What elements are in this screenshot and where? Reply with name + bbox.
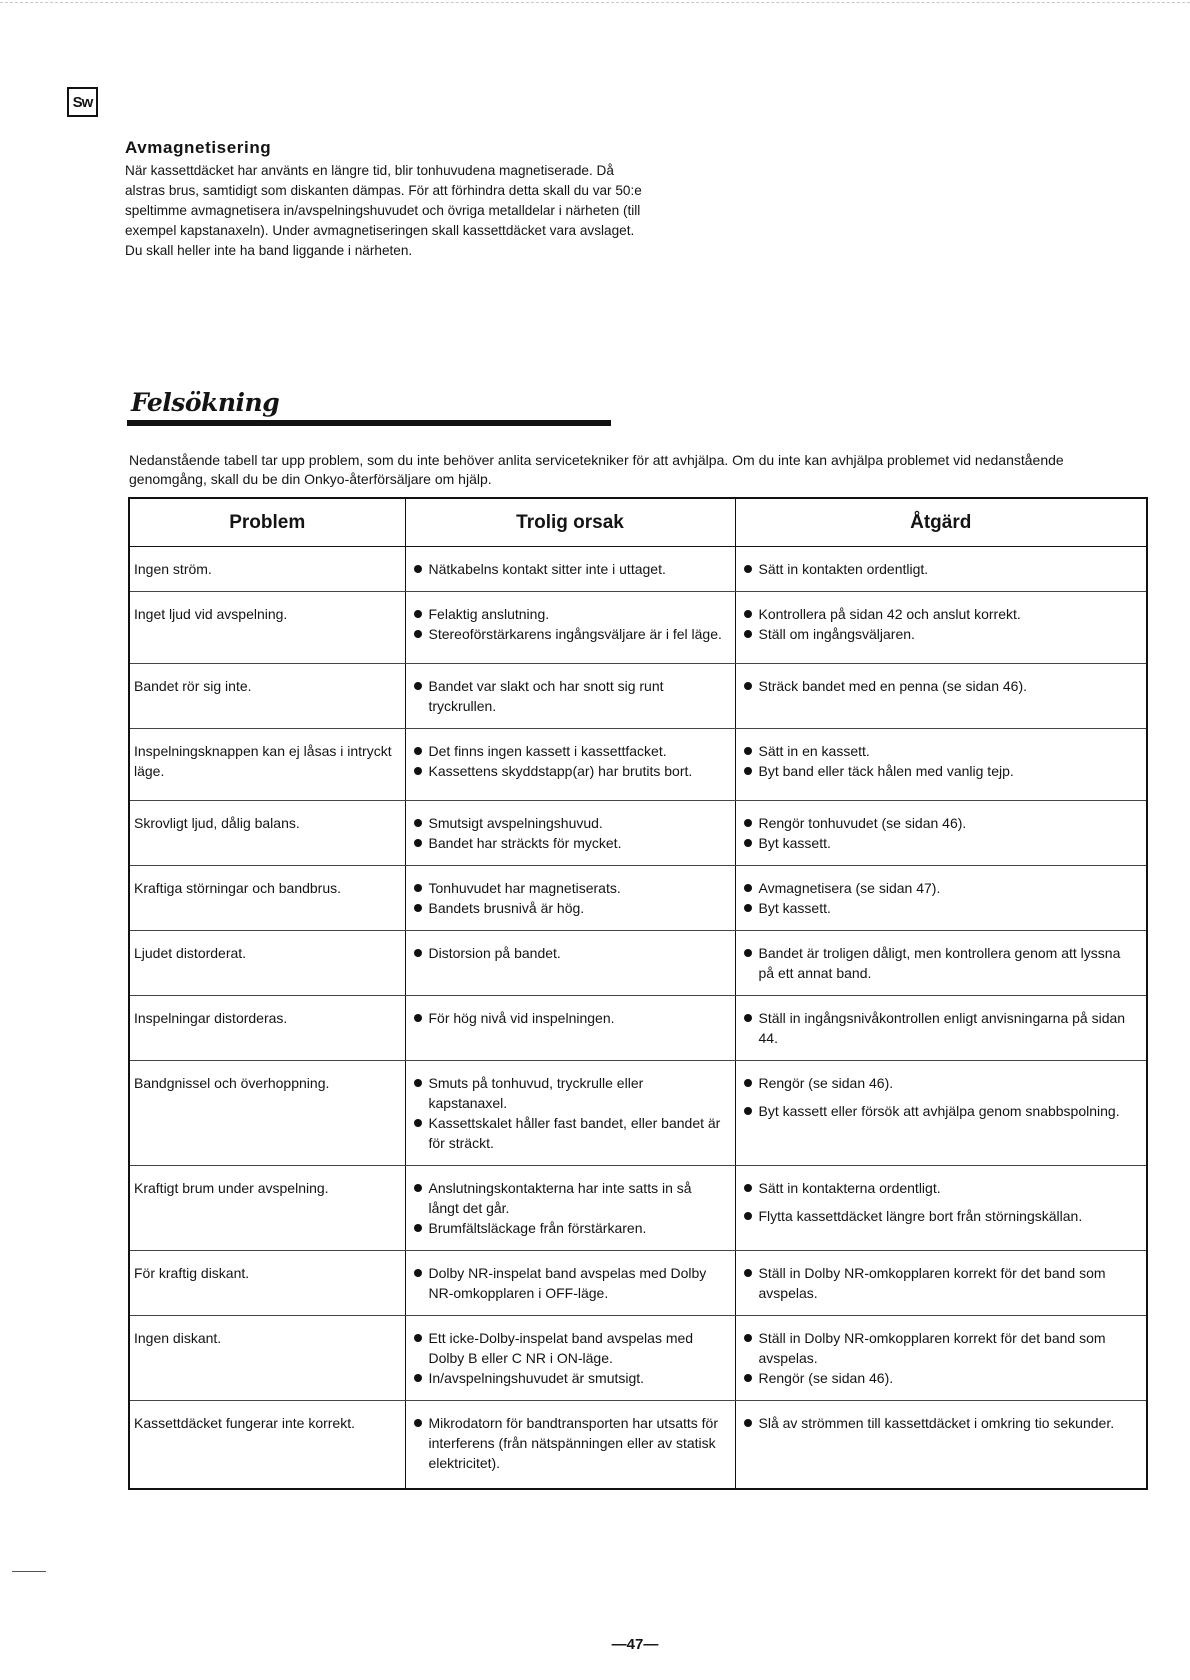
remedy-cell (735, 1316, 1147, 1401)
troubleshooting-table (128, 497, 1148, 1490)
problem-cell: Inget ljud vid avspelning. (129, 592, 405, 664)
remedy-list (742, 559, 1137, 579)
cause-item: Smutsigt avspelningshuvud. (412, 813, 725, 833)
cause-list (412, 878, 725, 918)
remedy-list (742, 1178, 1137, 1226)
problem-cell: Kassettdäcket fungerar inte korrekt. (129, 1401, 405, 1489)
cause-item: Ett icke-Dolby-inspelat band avspelas med Dolby B eller C NR i ON-läge. (412, 1328, 725, 1368)
remedy-cell (735, 1166, 1147, 1251)
problem-cell: Kraftiga störningar och bandbrus. (129, 866, 405, 931)
cause-item: Mikrodatorn för bandtransporten har utsatts för interferens (från nätspänningen eller av statisk elektricitet). (412, 1413, 725, 1473)
page-number: —47— (611, 1636, 659, 1653)
cause-item: Dolby NR-inspelat band avspelas med Dolby NR-omkopplaren i OFF-läge. (412, 1263, 725, 1303)
cause-list (412, 943, 725, 963)
cause-item: Kassettskalet håller fast bandet, eller bandet är för sträckt. (412, 1113, 725, 1153)
cause-list (412, 1178, 725, 1238)
table-row (129, 866, 1147, 931)
problem-cell: För kraftig diskant. (129, 1251, 405, 1316)
remedy-list (742, 676, 1137, 696)
table-body (129, 547, 1147, 1489)
remedy-item: Ställ in ingångsnivåkontrollen enligt anvisningarna på sidan 44. (742, 1008, 1137, 1048)
cause-list (412, 1073, 725, 1153)
cause-list (412, 813, 725, 853)
title-underline (127, 420, 611, 426)
troubleshooting-intro: Nedanstående tabell tar upp problem, som du inte behöver anlita servicetekniker för att avhjälpa. Om du inte kan avhjälpa problemet vid nedanstående genomgång, skall du be din Onkyo-återförsäljare om hjälp. (129, 452, 1064, 487)
cause-item: Anslutningskontakterna har inte satts in så långt det går. (412, 1178, 725, 1218)
cause-cell (405, 664, 735, 729)
problem-cell: Bandet rör sig inte. (129, 664, 405, 729)
cause-list (412, 1413, 725, 1473)
cause-list (412, 1263, 725, 1303)
demagnetization-body: När kassettdäcket har använts en längre tid, blir tonhuvudena magnetiserade. Då alstras brus, samtidigt som diskanten dämpas. För att förhindra detta skall du var 50:e speltimme avmagnetisera in/avspelningshuvudet och övriga metalldelar i närheten (till exempel kapstanaxeln). Under avmagnetiseringen skall kassettdäcket vara avslaget. Du skall heller inte ha band liggande i närheten. (125, 163, 642, 258)
problem-cell: Inspelningar distorderas. (129, 996, 405, 1061)
language-badge: Sw (67, 87, 98, 117)
cause-item: Kassettens skyddstapp(ar) har brutits bort. (412, 761, 725, 781)
table-row (129, 729, 1147, 801)
remedy-list (742, 1073, 1137, 1121)
cause-list (412, 1008, 725, 1028)
remedy-item: Byt kassett. (742, 898, 1137, 918)
troubleshooting-title: Felsökning (131, 388, 280, 417)
cause-item: Distorsion på bandet. (412, 943, 725, 963)
table-row (129, 996, 1147, 1061)
cause-list (412, 559, 725, 579)
remedy-cell (735, 729, 1147, 801)
remedy-list (742, 1328, 1137, 1388)
header-remedy: Åtgärd (735, 498, 1147, 547)
cause-cell (405, 1316, 735, 1401)
table-row (129, 931, 1147, 996)
cause-item: Smuts på tonhuvud, tryckrulle eller kapstanaxel. (412, 1073, 725, 1113)
problem-cell: Kraftigt brum under avspelning. (129, 1166, 405, 1251)
header-cause: Trolig orsak (405, 498, 735, 547)
remedy-cell (735, 801, 1147, 866)
top-scan-border (0, 2, 1190, 3)
cause-cell (405, 996, 735, 1061)
remedy-item: Bandet är troligen dåligt, men kontrollera genom att lyssna på ett annat band. (742, 943, 1137, 983)
remedy-item: Sätt in en kassett. (742, 741, 1137, 761)
cause-cell (405, 547, 735, 592)
remedy-cell (735, 664, 1147, 729)
remedy-cell (735, 866, 1147, 931)
remedy-cell (735, 1061, 1147, 1166)
cause-list (412, 604, 725, 644)
problem-cell: Ingen diskant. (129, 1316, 405, 1401)
cause-item: In/avspelningshuvudet är smutsigt. (412, 1368, 725, 1388)
cause-list (412, 741, 725, 781)
remedy-list (742, 1263, 1137, 1303)
table-row (129, 664, 1147, 729)
table-header-row (129, 498, 1147, 547)
remedy-item: Avmagnetisera (se sidan 47). (742, 878, 1137, 898)
cause-cell (405, 866, 735, 931)
cause-list (412, 676, 725, 716)
problem-cell: Skrovligt ljud, dålig balans. (129, 801, 405, 866)
table-row (129, 1251, 1147, 1316)
cause-cell (405, 592, 735, 664)
cause-item: Brumfältsläckage från förstärkaren. (412, 1218, 725, 1238)
remedy-item: Byt kassett. (742, 833, 1137, 853)
remedy-item: Sätt in kontakten ordentligt. (742, 559, 1137, 579)
cause-cell (405, 1401, 735, 1489)
remedy-item: Ställ in Dolby NR-omkopplaren korrekt för det band som avspelas. (742, 1263, 1137, 1303)
remedy-item: Rengör (se sidan 46). (742, 1073, 1137, 1093)
margin-mark (12, 1571, 46, 1572)
problem-cell: Ingen ström. (129, 547, 405, 592)
remedy-cell (735, 931, 1147, 996)
remedy-item: Rengör (se sidan 46). (742, 1368, 1137, 1388)
remedy-item: Slå av strömmen till kassettdäcket i omkring tio sekunder. (742, 1413, 1137, 1433)
remedy-cell (735, 592, 1147, 664)
problem-cell: Bandgnissel och överhoppning. (129, 1061, 405, 1166)
header-problem: Problem (129, 498, 405, 547)
cause-item: Nätkabelns kontakt sitter inte i uttaget. (412, 559, 725, 579)
cause-item: Bandet har sträckts för mycket. (412, 833, 725, 853)
remedy-list (742, 813, 1137, 853)
cause-cell (405, 729, 735, 801)
remedy-item: Flytta kassettdäcket längre bort från störningskällan. (742, 1206, 1137, 1226)
table-row (129, 801, 1147, 866)
remedy-list (742, 943, 1137, 983)
cause-cell (405, 801, 735, 866)
cause-item: Bandets brusnivå är hög. (412, 898, 725, 918)
cause-item: För hög nivå vid inspelningen. (412, 1008, 725, 1028)
remedy-cell (735, 1401, 1147, 1489)
remedy-list (742, 1008, 1137, 1048)
demagnetization-heading: Avmagnetisering (125, 138, 272, 157)
remedy-cell (735, 547, 1147, 592)
remedy-list (742, 1413, 1137, 1433)
cause-item: Tonhuvudet har magnetiserats. (412, 878, 725, 898)
cause-item: Felaktig anslutning. (412, 604, 725, 624)
remedy-item: Kontrollera på sidan 42 och anslut korrekt. (742, 604, 1137, 624)
cause-cell (405, 1251, 735, 1316)
remedy-list (742, 604, 1137, 644)
remedy-list (742, 741, 1137, 781)
table-row (129, 1316, 1147, 1401)
cause-cell (405, 931, 735, 996)
remedy-cell (735, 996, 1147, 1061)
cause-item: Det finns ingen kassett i kassettfacket. (412, 741, 725, 761)
remedy-item: Byt band eller täck hålen med vanlig tejp. (742, 761, 1137, 781)
table-row (129, 1401, 1147, 1489)
table-row (129, 1061, 1147, 1166)
remedy-item: Byt kassett eller försök att avhjälpa genom snabbspolning. (742, 1101, 1137, 1121)
table-row (129, 1166, 1147, 1251)
cause-cell (405, 1166, 735, 1251)
remedy-list (742, 878, 1137, 918)
problem-cell: Ljudet distorderat. (129, 931, 405, 996)
cause-cell (405, 1061, 735, 1166)
table-row (129, 547, 1147, 592)
demagnetization-section (125, 138, 645, 261)
table-row (129, 592, 1147, 664)
remedy-item: Sträck bandet med en penna (se sidan 46). (742, 676, 1137, 696)
remedy-item: Sätt in kontakterna ordentligt. (742, 1178, 1137, 1198)
remedy-item: Ställ in Dolby NR-omkopplaren korrekt för det band som avspelas. (742, 1328, 1137, 1368)
remedy-item: Ställ om ingångsväljaren. (742, 624, 1137, 644)
cause-item: Stereoförstärkarens ingångsväljare är i fel läge. (412, 624, 725, 644)
remedy-cell (735, 1251, 1147, 1316)
cause-list (412, 1328, 725, 1388)
remedy-item: Rengör tonhuvudet (se sidan 46). (742, 813, 1137, 833)
cause-item: Bandet var slakt och har snott sig runt tryckrullen. (412, 676, 725, 716)
problem-cell: Inspelningsknappen kan ej låsas i intryckt läge. (129, 729, 405, 801)
